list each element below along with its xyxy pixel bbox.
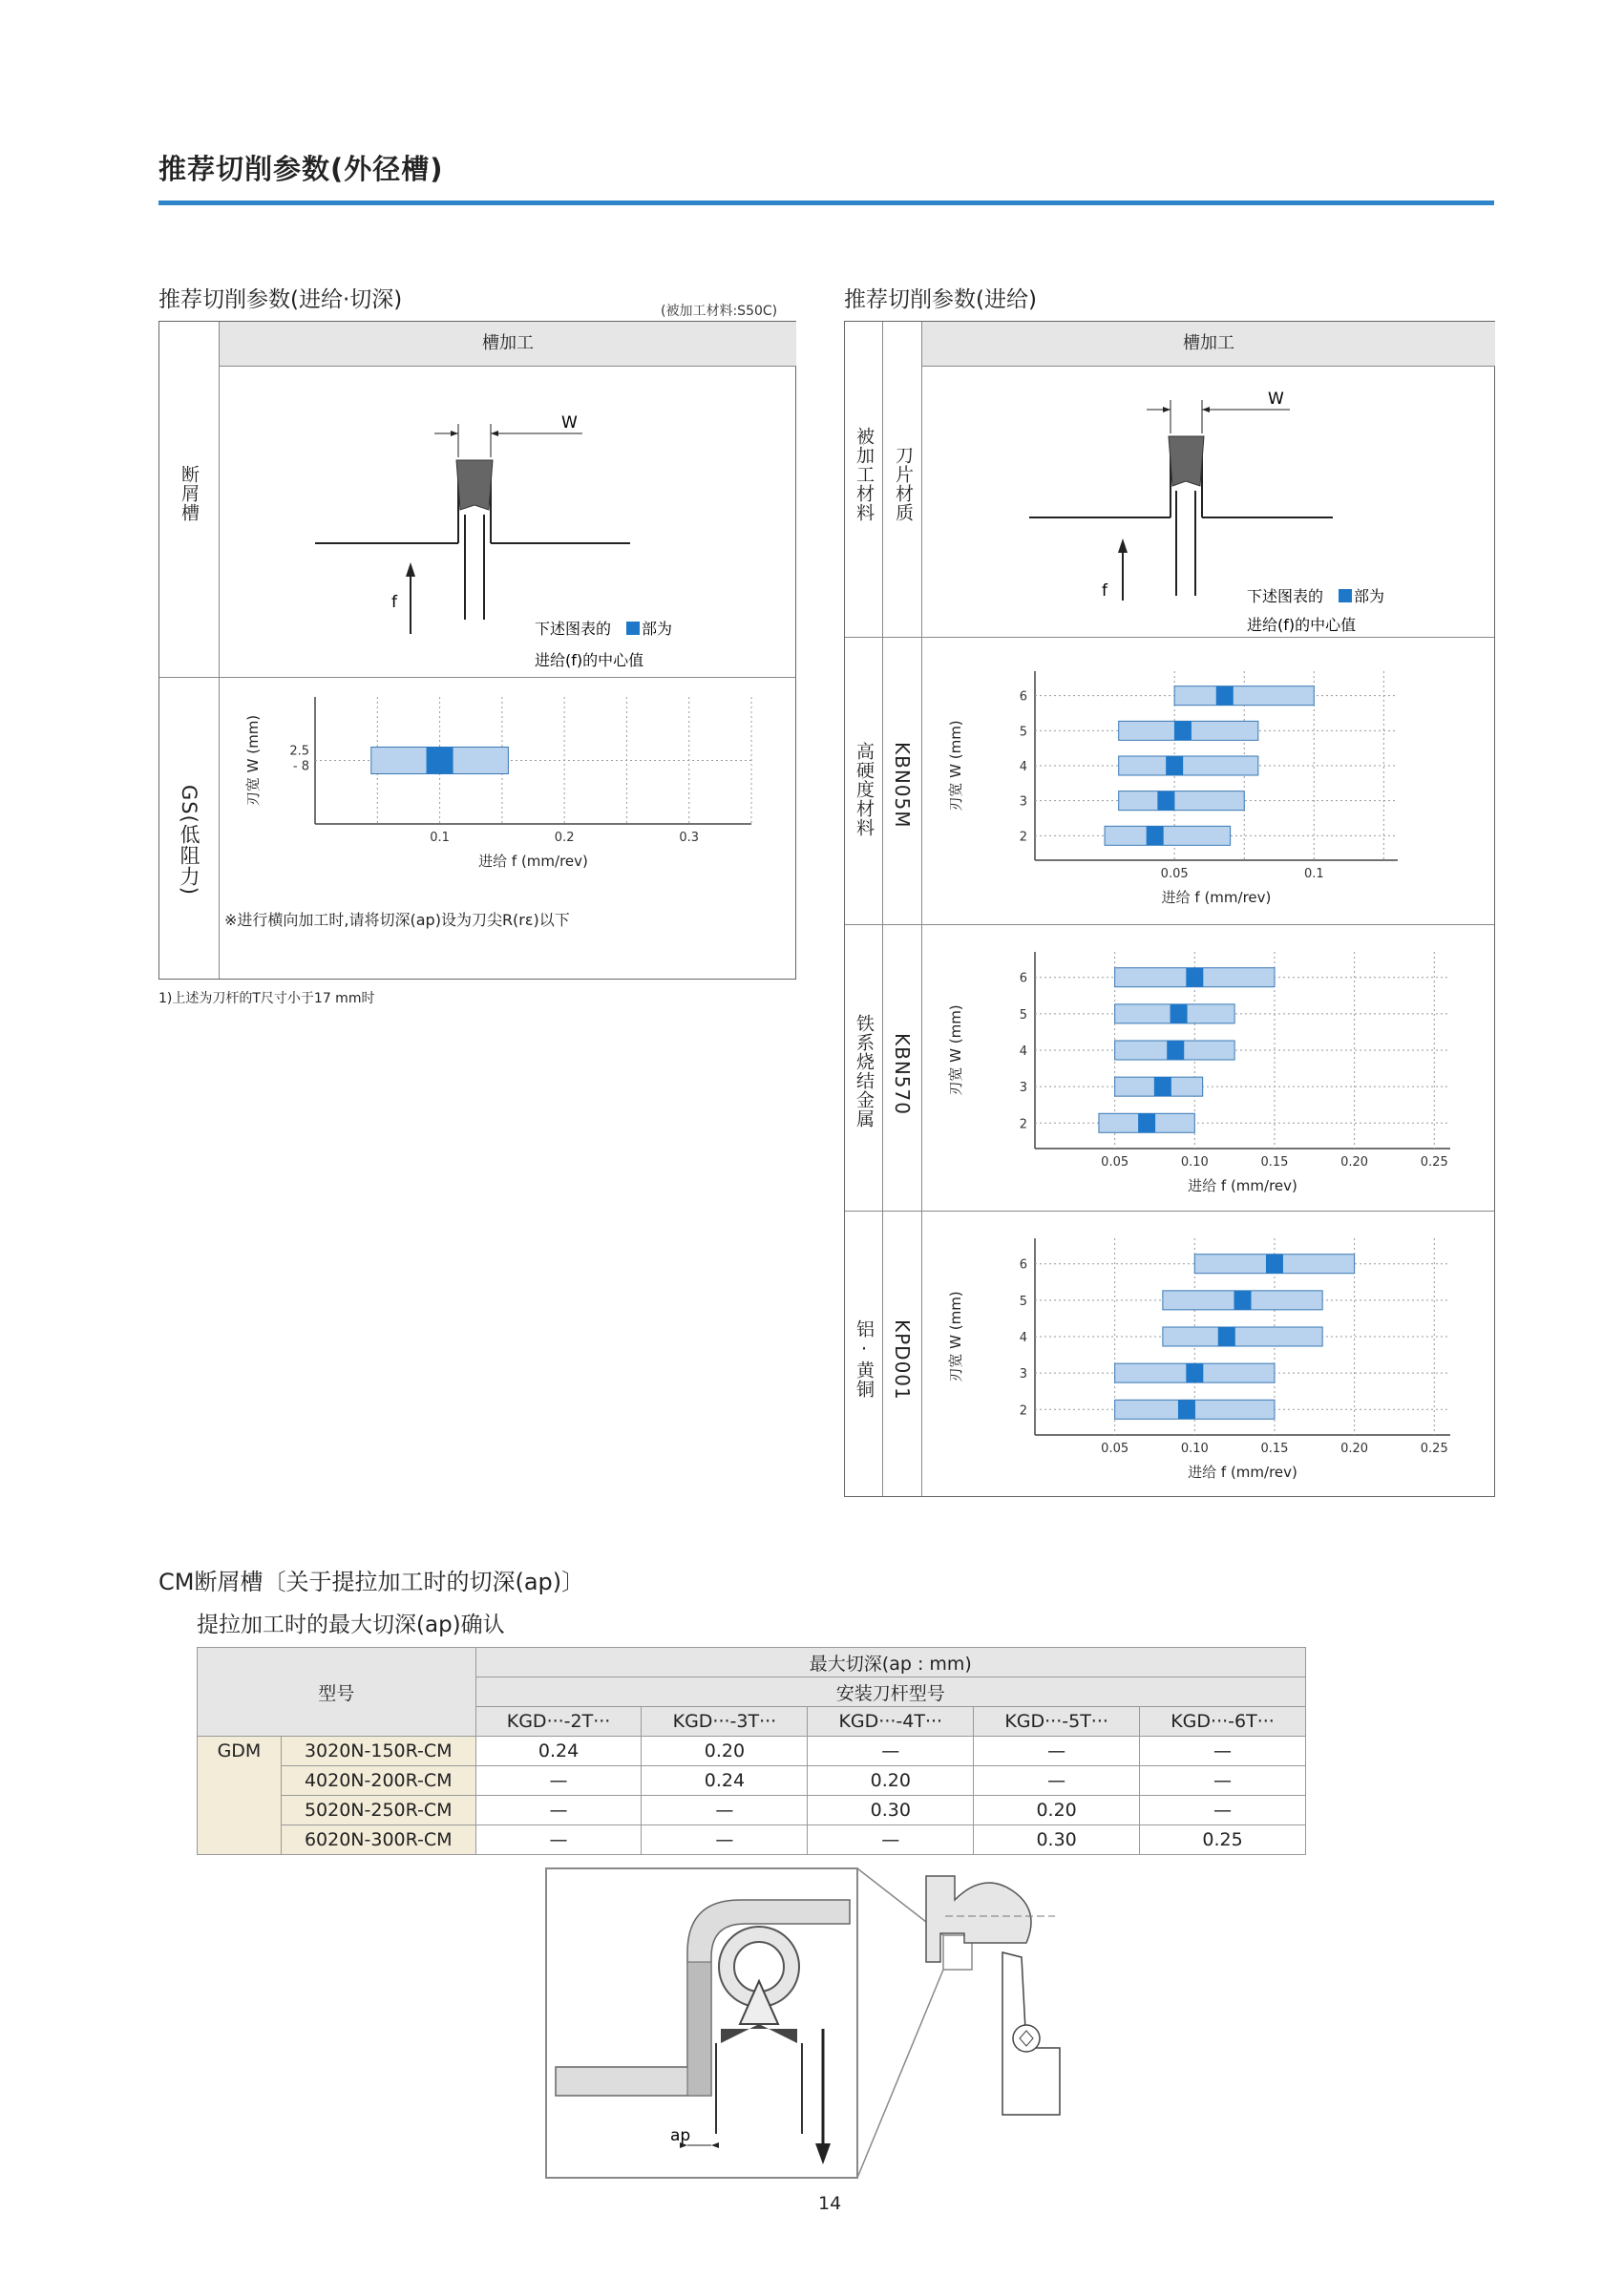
y-tick-label: 6 [1019, 689, 1027, 705]
center-mark [1216, 686, 1234, 706]
model-cell: 3020N-150R-CM [281, 1737, 475, 1766]
y-tick-label: 4 [1019, 1331, 1027, 1345]
y-tick-label: 4 [1019, 1044, 1027, 1059]
y-tick-label: 5 [1019, 725, 1027, 740]
col-header: KGD···-4T··· [808, 1707, 974, 1737]
col-header: KGD···-5T··· [974, 1707, 1140, 1737]
center-mark [1186, 1363, 1203, 1382]
chart-kbn570 [922, 925, 1493, 1210]
y-axis-label: 刃宽 W (mm) [244, 714, 262, 807]
page-title: 推荐切削参数(外径槽) [158, 153, 444, 185]
left-panel-box [158, 321, 796, 980]
cm-section-title: CM断屑槽〔关于提拉加工时的切深(ap)〕 [158, 1569, 585, 1595]
y-tick-label: 3 [1019, 1081, 1027, 1096]
x-axis-label: 进给 f (mm/rev) [1161, 889, 1272, 906]
value-cell: — [1140, 1796, 1306, 1825]
y-axis-label: 刃宽 W (mm) [947, 720, 964, 812]
diagram-note-line2: 进给(f)的中心值 [535, 651, 644, 669]
center-mark [1147, 826, 1164, 845]
center-mark [1178, 1400, 1195, 1419]
value-cell: 0.20 [808, 1766, 974, 1796]
x-tick-label: 0.25 [1420, 1442, 1448, 1456]
y-tick-label: 5 [1019, 1007, 1027, 1023]
x-axis-label: 进给 f (mm/rev) [478, 853, 588, 870]
x-tick-label: 0.20 [1340, 1155, 1369, 1170]
value-cell: — [475, 1766, 642, 1796]
x-tick-label: 0.15 [1260, 1155, 1289, 1170]
center-mark [427, 748, 453, 774]
value-cell: 0.20 [974, 1796, 1140, 1825]
ap-table [197, 1647, 1306, 1855]
y-tick-label: 2.5 [289, 744, 309, 759]
center-mark [1167, 1041, 1184, 1060]
svg-text:下述图表的 [535, 620, 611, 638]
col-header: KGD···-2T··· [475, 1707, 642, 1737]
chart-note-gs: ※进行横向加工时,请将切深(ap)设为刀尖R(rε)以下 [224, 911, 570, 929]
model-cell: 4020N-200R-CM [281, 1766, 475, 1796]
x-tick-label: 0.05 [1101, 1155, 1129, 1170]
value-cell: — [1140, 1737, 1306, 1766]
header-max-depth: 最大切深(ap : mm) [475, 1648, 1305, 1677]
row-label-chipbreaker: 断屑槽 [179, 465, 200, 522]
row-material-1: 铁系烧结金属 [854, 1014, 875, 1128]
center-mark [1171, 1004, 1188, 1023]
center-mark [1166, 756, 1183, 775]
center-mark [1138, 1113, 1155, 1132]
range-bar [1174, 686, 1314, 706]
center-mark [1157, 791, 1174, 811]
chart-kpd001 [922, 1212, 1493, 1496]
value-cell: — [808, 1737, 974, 1766]
center-mark [1234, 1291, 1252, 1310]
page-number: 14 [818, 2193, 842, 2214]
diagram-f-label: f [391, 593, 397, 612]
center-mark [1266, 1255, 1283, 1274]
right-panel-box [844, 321, 1495, 1497]
x-tick-label: 0.15 [1260, 1442, 1289, 1456]
header-holder: 安装刀杆型号 [475, 1677, 1305, 1707]
value-cell: — [642, 1796, 808, 1825]
x-axis-label: 进给 f (mm/rev) [1188, 1464, 1297, 1481]
x-tick-label: 0.05 [1160, 867, 1189, 881]
value-cell: 0.30 [974, 1825, 1140, 1855]
x-tick-label: 0.1 [1303, 867, 1324, 881]
center-mark [1218, 1327, 1235, 1346]
col-label-grade: 刀片材质 [893, 446, 914, 522]
value-cell: 0.24 [475, 1737, 642, 1766]
diagram-w-label-r: W [1268, 390, 1284, 409]
diagram-note-pre: 下述图表的 [535, 620, 612, 638]
value-cell: 0.30 [808, 1796, 974, 1825]
value-cell: — [475, 1796, 642, 1825]
row-grade-1: KBN570 [891, 1033, 914, 1115]
range-bar [1119, 791, 1245, 811]
x-tick-label: 0.3 [679, 831, 700, 845]
value-cell: 0.20 [642, 1737, 808, 1766]
y-axis-label: 刃宽 W (mm) [947, 1291, 964, 1382]
right-header: 槽加工 [921, 322, 1495, 367]
left-header: 槽加工 [219, 322, 796, 367]
value-cell: — [1140, 1766, 1306, 1796]
range-bar [1119, 756, 1258, 775]
right-panel-title: 推荐切削参数(进给) [844, 287, 1037, 312]
chart-gs [220, 678, 794, 888]
center-value-swatch [626, 622, 640, 635]
table-row [198, 1737, 1306, 1766]
ap-label: ap [670, 2126, 691, 2145]
row-material-0: 高硬度材料 [854, 742, 875, 837]
chart-kbn05m [922, 638, 1493, 923]
diagram-w-label: W [561, 413, 578, 432]
pull-cut-illustration [544, 1867, 1117, 2182]
table-row [198, 1825, 1306, 1855]
range-bar [1163, 1327, 1322, 1346]
right-divider-1 [882, 322, 883, 1496]
cm-section-subtitle: 提拉加工时的最大切深(ap)确认 [197, 1613, 505, 1637]
x-tick-label: 0.2 [554, 831, 575, 845]
value-cell: — [974, 1737, 1140, 1766]
diagram-note-line2-r: 进给(f)的中心值 [1247, 616, 1357, 634]
x-axis-label: 进给 f (mm/rev) [1188, 1177, 1297, 1194]
col-header: KGD···-3T··· [642, 1707, 808, 1737]
center-mark [1186, 968, 1203, 987]
y-tick-label: 5 [1019, 1294, 1027, 1309]
col-label-material: 被加工材料 [854, 427, 875, 522]
value-cell: — [642, 1825, 808, 1855]
x-tick-label: 0.10 [1180, 1442, 1209, 1456]
y-tick-label: 6 [1019, 1257, 1027, 1273]
x-tick-label: 0.20 [1340, 1442, 1369, 1456]
y-tick-label: 6 [1019, 971, 1027, 986]
x-tick-label: 0.1 [430, 831, 450, 845]
groove-diagram-right [922, 367, 1493, 637]
header-model: 型号 [198, 1648, 476, 1737]
footnote: 1)上述为刀杆的T尺寸小于17 mm时 [158, 991, 375, 1006]
table-row [198, 1766, 1306, 1796]
value-cell: 0.24 [642, 1766, 808, 1796]
diagram-f-label-r: f [1102, 581, 1107, 601]
model-prefix: GDM [198, 1737, 282, 1855]
material-note: (被加工材料:S50C) [661, 304, 778, 319]
diagram-note-pre-r: 下述图表的 [1247, 587, 1324, 605]
model-cell: 5020N-250R-CM [281, 1796, 475, 1825]
row-label-gs: GS(低阻力) [178, 785, 200, 896]
center-mark [1174, 721, 1192, 740]
row-grade-0: KBN05M [891, 742, 914, 829]
table-row [198, 1796, 1306, 1825]
center-value-swatch-r [1339, 589, 1352, 602]
value-cell: — [475, 1825, 642, 1855]
y-tick-label: 2 [1019, 1403, 1027, 1419]
diagram-note-post-r: 部为 [1354, 587, 1385, 605]
model-cell: 6020N-300R-CM [281, 1825, 475, 1855]
range-bar [1105, 826, 1231, 845]
y-axis-label: 刃宽 W (mm) [947, 1004, 964, 1096]
col-header: KGD···-6T··· [1140, 1707, 1306, 1737]
y-tick-label: 3 [1019, 794, 1027, 810]
diagram-note-post: 部为 [642, 620, 673, 638]
x-tick-label: 0.25 [1420, 1155, 1448, 1170]
center-mark [1154, 1077, 1171, 1096]
title-rule [158, 200, 1494, 205]
left-panel-title: 推荐切削参数(进给·切深) [158, 287, 403, 312]
groove-diagram-left [220, 367, 794, 677]
y-tick-label: 2 [1019, 1117, 1027, 1132]
y-tick-label: 4 [1019, 760, 1027, 774]
x-tick-label: 0.05 [1101, 1442, 1129, 1456]
value-cell: — [974, 1766, 1140, 1796]
value-cell: 0.25 [1140, 1825, 1306, 1855]
row-material-2: 铝·黄铜 [854, 1319, 875, 1399]
y-tick-label: 2 [1019, 830, 1027, 845]
row-grade-2: KPD001 [891, 1319, 914, 1401]
value-cell: — [808, 1825, 974, 1855]
x-tick-label: 0.10 [1180, 1155, 1209, 1170]
y-tick-label: - 8 [292, 759, 309, 774]
y-tick-label: 3 [1019, 1367, 1027, 1382]
